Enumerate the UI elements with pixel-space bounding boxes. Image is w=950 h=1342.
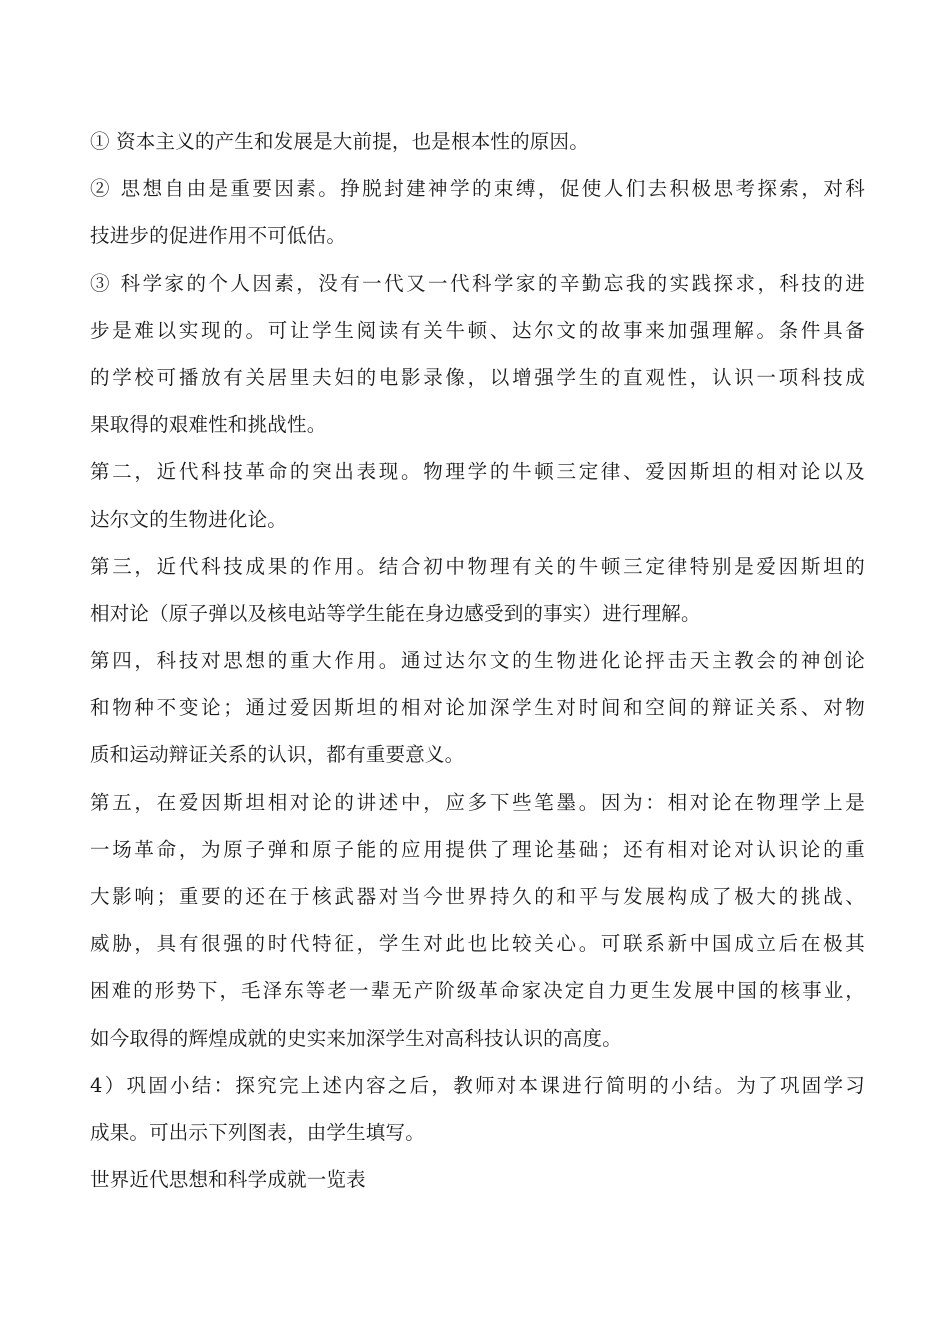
paragraph-line: 成果。可出示下列图表，由学生填写。 [90,1120,425,1144]
paragraph-line: 第四，科技对思想的重大作用。通过达尔文的生物进化论抨击天主教会的神创论 [90,649,865,673]
paragraph-line: ① 资本主义的产生和发展是大前提，也是根本性的原因。 [90,130,589,153]
paragraph-line: 困难的形势下，毛泽东等老一辈无产阶级革命家决定自力更生发展中国的核事业， [90,979,865,1003]
paragraph-line: 和物种不变论；通过爱因斯坦的相对论加深学生对时间和空间的辩证关系、对物 [90,696,865,720]
paragraph-line: 大影响；重要的还在于核武器对当今世界持久的和平与发展构成了极大的挑战、 [90,885,865,908]
paragraph-line: 4）巩固小结：探究完上述内容之后，教师对本课进行简明的小结。为了巩固学习 [90,1073,865,1097]
paragraph-line: ② 思想自由是重要因素。挣脱封建神学的束缚，促使人们去积极思考探索，对科 [90,177,865,201]
paragraph-line: 达尔文的生物进化论。 [90,507,288,531]
table-caption: 世界近代思想和科学成就一览表 [90,1168,366,1192]
paragraph-line: 步是难以实现的。可让学生阅读有关牛顿、达尔文的故事来加强理解。条件具备 [90,318,865,342]
paragraph-line: 一场革命，为原子弹和原子能的应用提供了理论基础；还有相对论对认识论的重 [90,837,865,861]
paragraph-line: 威胁，具有很强的时代特征，学生对此也比较关心。可联系新中国成立后在极其 [90,932,865,956]
paragraph-line: 技进步的促进作用不可低估。 [90,224,347,248]
paragraph-line: 相对论（原子弹以及核电站等学生能在身边感受到的事实）进行理解。 [90,601,701,625]
paragraph-line: 果取得的艰难性和挑战性。 [90,413,327,437]
paragraph-line: 第五，在爱因斯坦相对论的讲述中，应多下些笔墨。因为：相对论在物理学上是 [90,790,865,814]
document-body [90,118,865,1203]
paragraph-line: 的学校可播放有关居里夫妇的电影录像，以增强学生的直观性，认识一项科技成 [90,365,865,389]
paragraph-line: 第二，近代科技革命的突出表现。物理学的牛顿三定律、爱因斯坦的相对论以及 [90,460,865,484]
paragraph-line: ③ 科学家的个人因素，没有一代又一代科学家的辛勤忘我的实践探求，科技的进 [90,271,865,295]
paragraph-line: 质和运动辩证关系的认识，都有重要意义。 [90,743,465,767]
paragraph-line: 第三，近代科技成果的作用。结合初中物理有关的牛顿三定律特别是爱因斯坦的 [90,554,865,578]
paragraph-line: 如今取得的辉煌成就的史实来加深学生对高科技认识的高度。 [90,1026,622,1050]
